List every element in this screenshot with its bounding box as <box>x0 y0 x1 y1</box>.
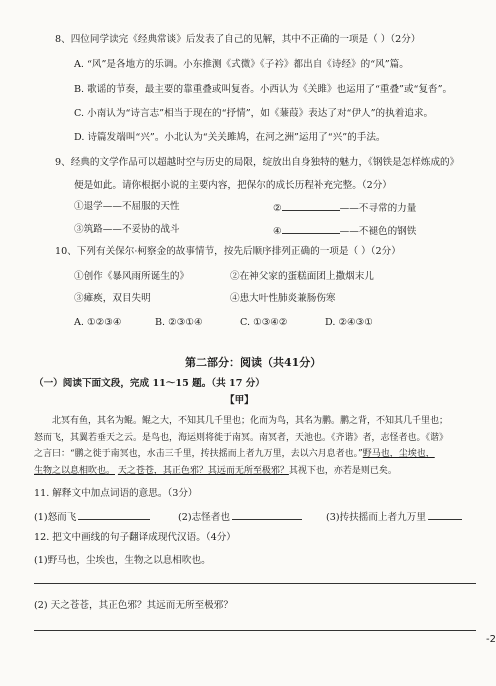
q12-answer-line-1[interactable] <box>34 583 476 584</box>
q12-answer-line-2[interactable] <box>34 630 476 631</box>
q10-option-b: B. ②③①④ <box>155 317 203 328</box>
q9-item-4 <box>273 224 416 238</box>
q9-item-3: ③筑路——不妥协的战斗 <box>74 224 180 235</box>
passage-jia-label: 【甲】 <box>225 395 254 406</box>
q11-item-2 <box>178 510 302 524</box>
q11-blank-1[interactable] <box>78 510 150 520</box>
q11-blank-3[interactable] <box>428 510 462 520</box>
q9-blank-2[interactable] <box>282 201 340 211</box>
q8-option-b: B. 歌谣的节奏，最主要的靠重叠或叫复沓。小西认为《关雎》也运用了“重叠”或“复沓”。 <box>74 84 453 95</box>
q11-item-1 <box>34 510 150 524</box>
q10-option-a: A. ①②③④ <box>74 317 122 328</box>
passage-line4 <box>34 465 397 477</box>
q12-item-2: (2) 天之苍苍，其正色邪？其远而无所至极邪？ <box>34 600 233 611</box>
passage-line4-text: 其视下也，亦若是则已矣。 <box>288 466 397 476</box>
q10-item-2: ②在神父家的蛋糕面团上撒烟末儿 <box>230 271 374 282</box>
q12-stem: 12. 把文中画线的句子翻译成现代汉语。（4分） <box>34 532 236 543</box>
q11-blank-2[interactable] <box>232 510 302 520</box>
q10-item-4: ④患大叶性肺炎兼肠伤寒 <box>230 293 336 304</box>
q11-stem: 11. 解释文中加点词语的意思。（3分） <box>34 488 198 499</box>
q10-stem: 10、下列有关保尔·柯察金的故事情节，按先后顺序排列正确的一项是（ ）（2分） <box>55 246 401 257</box>
q10-item-1: ①创作《暴风雨所诞生的》 <box>74 271 190 282</box>
q8-option-c: C. 小南认为“诗言志”相当于现在的“抒情”，如《蒹葭》表达了对“伊人”的执着追求。 <box>74 108 434 119</box>
q11-item-1-label: (1)怒而飞 <box>34 512 77 523</box>
q11-item-3 <box>326 510 462 524</box>
q11-item-3-label: (3)抟扶摇而上者九万里 <box>326 512 426 523</box>
q9-stem-line1: 9、经典的文学作品可以超越时空与历史的局限，绽放出自身独特的魅力，《钢铁是怎样炼成的》 <box>55 157 460 168</box>
q11-item-2-label: (2)志怪者也 <box>178 512 230 523</box>
q8-option-a: A. “风”是各地方的乐调。小东推测《式微》《子衿》都出自《诗经》的“风”篇。 <box>74 59 409 70</box>
page-number: -2 <box>486 634 496 645</box>
q9-item-2-text: ——不寻常的力量 <box>339 203 417 214</box>
part2-title: 第二部分：阅读（共41分） <box>185 356 322 369</box>
q9-stem-line2: 便是如此。请你根据小说的主要内容，把保尔的成长历程补充完整。（2分） <box>74 180 392 191</box>
q10-option-c: C. ①③④② <box>240 317 288 328</box>
passage-line3-text: 之言曰：“鹏之徙于南冥也，水击三千里，抟扶摇而上者九万里，去以六月息者也。” <box>34 449 363 459</box>
q9-item-2-num: ② <box>273 203 282 214</box>
q9-item-2 <box>273 201 416 215</box>
q8-option-d: D. 诗篇发端叫“兴”。小北认为“关关雎鸠，在河之洲”运用了“兴”的手法。 <box>74 132 386 143</box>
passage-line2: 怒而飞，其翼若垂天之云。是鸟也，海运则将徙于南冥。南冥者，天池也。《齐谐》者，志怪者也。《谐》 <box>34 433 449 443</box>
q10-option-d: D. ②④③① <box>325 317 373 328</box>
passage-underlined-1a: 野马也，尘埃也， <box>362 449 435 459</box>
q10-item-3: ③瘫痪，双目失明 <box>74 293 151 304</box>
q8-stem: 8、四位同学读完《经典常谈》后发表了自己的见解，其中不正确的一项是（ ）（2分） <box>55 34 421 45</box>
q9-blank-4[interactable] <box>282 224 340 234</box>
q9-item-4-num: ④ <box>273 226 282 237</box>
section1-instruction: （一）阅读下面文段，完成 11～15 题。（共 17 分） <box>34 378 265 389</box>
passage-underlined-2: 天之苍苍，其正色邪？其远而无所至极邪？ <box>117 466 289 476</box>
q9-item-1: ①退学——不屈服的天性 <box>74 201 180 212</box>
passage-line1: 北冥有鱼，其名为鲲。鲲之大，不知其几千里也；化而为鸟，其名为鹏。鹏之背，不知其几千里也； <box>52 416 449 426</box>
passage-underlined-1b: 生物之以息相吹也。 <box>34 466 116 476</box>
q12-item-1: (1)野马也，尘埃也，生物之以息相吹也。 <box>34 555 211 566</box>
passage-line3 <box>34 448 435 460</box>
q9-item-4-text: ——不褪色的钢铁 <box>339 226 417 237</box>
